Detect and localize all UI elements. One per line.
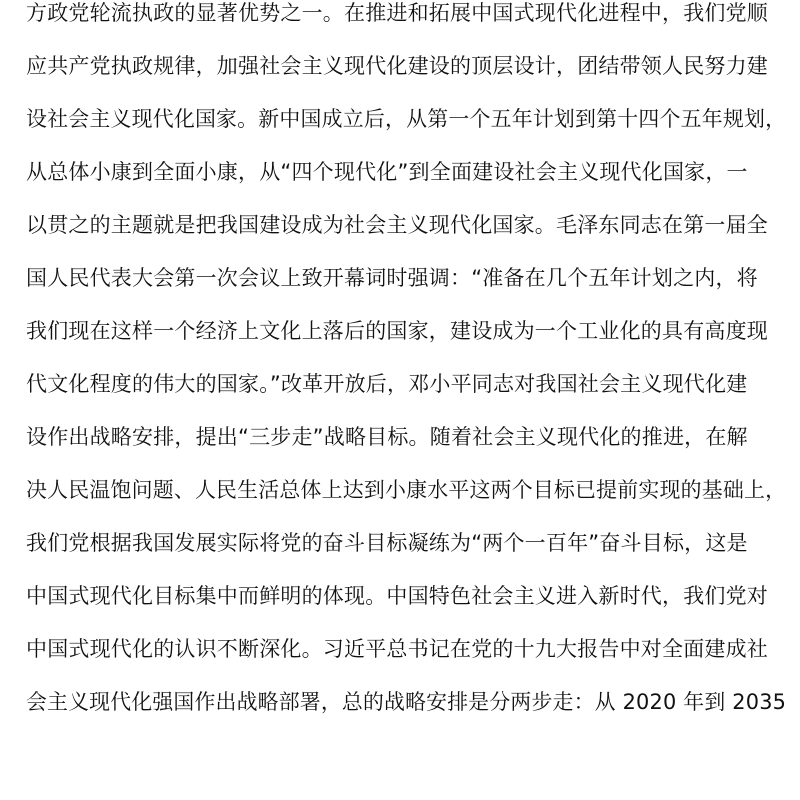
text-line: 国人民代表大会第一次会议上致开幕词时强调：“准备在几个五年计划之内，将: [26, 266, 758, 290]
text-line: 会主义现代化强国作出战略部署，总的战略安排是分两步走：从 2020 年到 2035: [26, 690, 787, 714]
text-line: 从总体小康到全面小康，从“四个现代化”到全面建设社会主义现代化国家，一: [26, 160, 748, 184]
text-line: 方政党轮流执政的显著优势之一。在推进和拓展中国式现代化进程中，我们党顺: [26, 1, 768, 25]
text-line: 我们党根据我国发展实际将党的奋斗目标凝练为“两个一百年”奋斗目标，这是: [26, 531, 748, 555]
text-line: 以贯之的主题就是把我国建设成为社会主义现代化国家。毛泽东同志在第一届全: [26, 213, 768, 237]
text-line: 设社会主义现代化国家。新中国成立后，从第一个五年计划到第十四个五年规划，: [26, 107, 787, 131]
text-line: 中国式现代化目标集中而鲜明的体现。中国特色社会主义进入新时代，我们党对: [26, 584, 768, 608]
text-line: 决人民温饱问题、人民生活总体上达到小康水平这两个目标已提前实现的基础上，: [26, 478, 787, 502]
text-line: 代文化程度的伟大的国家。”改革开放后，邓小平同志对我国社会主义现代化建: [26, 372, 748, 396]
text-line: 应共产党执政规律，加强社会主义现代化建设的顶层设计，团结带领人民努力建: [26, 54, 768, 78]
text-line: 中国式现代化的认识不断深化。习近平总书记在党的十九大报告中对全面建成社: [26, 637, 768, 661]
text-line: 设作出战略安排，提出“三步走”战略目标。随着社会主义现代化的推进，在解: [26, 425, 748, 449]
text-line: 我们现在这样一个经济上文化上落后的国家，建设成为一个工业化的具有高度现: [26, 319, 768, 343]
